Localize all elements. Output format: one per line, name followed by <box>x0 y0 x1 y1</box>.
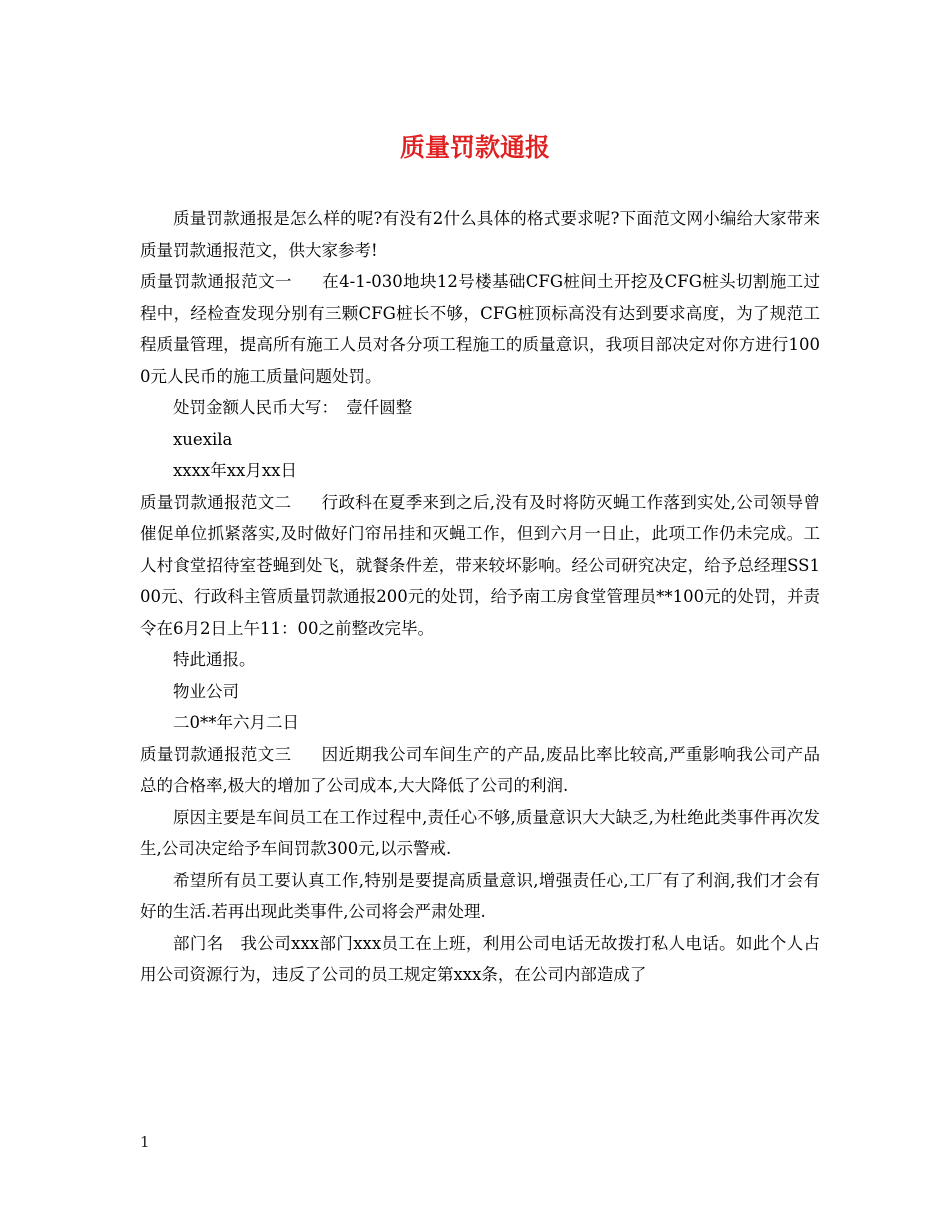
paragraph-text: 质量罚款通报是怎么样的呢?有没有2什么具体的格式要求呢?下面范文网小编给大家带来质量罚款通报范文，供大家参考! <box>140 209 820 260</box>
section-label: 质量罚款通报范文一 <box>140 272 292 291</box>
paragraph-text: 行政科在夏季来到之后,没有及时将防灭蝇工作落到实处,公司领导曾催促单位抓紧落实,及时做好门帘吊挂和灭蝇工作，但到六月一日止，此项工作仍未完成。工人村食堂招待室苍蝇到处飞，就餐条件差，带来较坏影响。经公司研究决定，给予总经理SS100元、行政科主管质量罚款通报200元的处罚，给予南工房食堂管理员**100元的处罚，并责令在6月2日上午11：00之前整改完毕。 <box>140 492 820 638</box>
document-title: 质量罚款通报 <box>399 133 550 162</box>
paragraph <box>140 392 820 424</box>
paragraph-text: 原因主要是车间员工在工作过程中,责任心不够,质量意识大大缺乏,为杜绝此类事件再次发生,公司决定给予车间罚款300元,以示警戒. <box>140 807 820 858</box>
paragraph-text: 希望所有员工要认真工作,特别是要提高质量意识,增强责任心,工厂有了利润,我们才会有好的生活.若再出现此类事件,公司将会严肃处理. <box>140 870 820 921</box>
paragraph-text: 部门名 我公司xxx部门xxx员工在上班，利用公司电话无故拨打私人电话。如此个人占用公司资源行为，违反了公司的员工规定第xxx条，在公司内部造成了 <box>140 933 820 984</box>
paragraph <box>140 266 820 392</box>
paragraph <box>140 203 820 266</box>
paragraph-text: 在4-1-030地块12号楼基础CFG桩间土开挖及CFG桩头切割施工过程中，经检查发现分别有三颗CFG桩长不够，CFG桩顶标高没有达到要求高度，为了规范工程质量管理，提高所有施工人员对各分项工程施工的质量意识，我项目部决定对你方进行1000元人民币的施工质量问题处罚。 <box>140 272 820 386</box>
section-label: 质量罚款通报范文二 <box>140 492 292 512</box>
paragraph-text: 处罚金额人民币大写： 壹仟圆整 <box>173 398 413 417</box>
paragraph-text: 二0**年六月二日 <box>173 713 299 732</box>
paragraph-text: 物业公司 <box>173 681 239 701</box>
paragraph <box>140 455 820 487</box>
paragraph <box>140 676 820 708</box>
paragraph <box>140 865 820 928</box>
document-body <box>140 203 820 991</box>
paragraph <box>140 487 820 645</box>
section-label: 质量罚款通报范文三 <box>140 744 292 764</box>
paragraph-text: xuexila <box>173 429 233 449</box>
paragraph <box>140 739 820 802</box>
paragraph-text: xxxx年xx月xx日 <box>173 461 297 480</box>
paragraph <box>140 802 820 865</box>
paragraph-text: 特此通报。 <box>173 650 256 669</box>
paragraph-text: 因近期我公司车间生产的产品,废品比率比较高,严重影响我公司产品总的合格率,极大的增加了公司成本,大大降低了公司的利润. <box>140 744 820 795</box>
page-number: 1 <box>140 1133 150 1151</box>
paragraph <box>140 644 820 676</box>
paragraph <box>140 928 820 991</box>
paragraph <box>140 707 820 739</box>
paragraph <box>140 424 820 456</box>
